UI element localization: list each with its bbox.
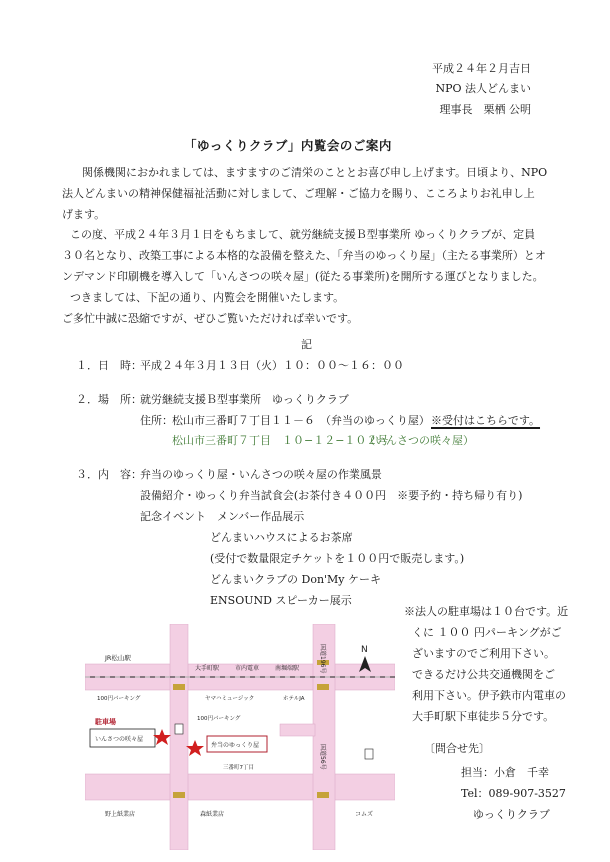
bottom-shop-mid: 森紙業店 [200,811,225,818]
insatsu-star-icon [153,729,171,745]
paragraph-1-line-3: げます。 [62,208,106,221]
content-label: ３．内 容： [76,468,142,481]
chairman-name: 理事長 栗栖 公明 [439,103,531,116]
lower-avenue [85,774,395,800]
paragraph-2-line-3: ンデマンド印刷機を導入して「いんさつの咲々屋」(従たる事業所)を開所する運びとなりました。 [62,270,544,283]
paragraph-2-line-1: この度、平成２４年３月１日をもちまして、就労継続支援Ｂ型事業所 ゆっくりクラブが、定員 [70,228,536,241]
bottom-shop-left: 野上紙業店 [105,811,136,818]
tram-label: 市内電車 [235,665,260,672]
music-shop-label: ヤマハミュージック [205,696,255,702]
address-1: 松山市三番町７丁目１１－６ [172,414,315,427]
hotel-label: ホテルJA [283,696,305,702]
parking-note-line-6: 大手町駅下車徒歩５分です。 [412,710,555,723]
document-date: 平成２４年２月吉日 [432,62,531,75]
content-line-6: どんまいクラブの Don'My ケーキ [210,573,382,586]
address-2-note: （いんさつの咲々屋） [364,434,474,447]
parking-note-line-3: ざいますのでご利用下さい。 [412,647,555,660]
paragraph-1-line-2: 法人どんまいの精神保健福祉活動に対しまして、ご理解・ご協力を賜り、こころよりお礼申し上 [62,187,535,200]
content-line-1: 弁当のゆっくり屋・いんさつの咲々屋の作業風景 [140,468,382,481]
road-196-label: 国道196号 [319,644,326,674]
yukkuri-building-label: 弁当のゆっくり屋 [211,742,259,749]
jr-station-label: JR松山駅 [105,654,131,662]
content-line-5: (受付で数量限定チケットを１００円で販売します。) [210,552,465,565]
page-title: 「ゆっくりクラブ」内覧会のご案内 [184,138,392,153]
access-map [85,624,395,850]
bottom-shop-right: コムズ [355,811,374,818]
insatsu-building-label: いんさつの咲々屋 [95,736,144,743]
organization-name: NPO 法人どんまい [435,82,531,95]
north-label: N [361,645,368,655]
address-2: 松山市三番町７丁目 １０−１２−１０２号 [172,434,389,447]
place-name: 就労継続支援Ｂ型事業所 ゆっくりクラブ [140,393,349,406]
contact-club: ゆっくりクラブ [473,808,550,821]
address-label: 住所： [140,414,173,427]
address-1-note: （弁当のゆっくり屋） [320,414,430,427]
road-56-label: 国道56号 [319,744,326,770]
parking-note-line-4: できるだけ公共交通機関をご [412,668,555,681]
parking-note-line-5: 利用下さい。伊予鉄市内電車の [412,689,566,702]
content-line-3: 記念イベント メンバー作品展示 [140,510,305,523]
signal-icon [173,792,185,798]
paragraph-2-line-2: ３０名となり、改築工事による本格的な設備を整えた、「弁当のゆっくり屋」（主たる事業所）とオ [62,249,546,262]
one-way-sign-icon [175,724,183,734]
parking-note-line-1: ※法人の駐車場は１０台です。近 [404,605,569,618]
paragraph-3-line-1: つきましては、下記の通り、内覧会を開催いたします。 [70,291,345,304]
station-left-label: 大手町駅 [195,665,220,672]
parking-100-label-1: 100円パーキング [97,696,141,702]
content-line-7: ENSOUND スピーカー展示 [210,594,352,607]
north-arrow-icon [359,645,371,672]
left-cross-street [170,624,188,850]
paragraph-3-line-2: ご多忙中誠に恐縮ですが、ぜひご覧いただければ幸いです。 [62,312,359,325]
station-right-label: 南堀端駅 [275,665,300,672]
place-label: ２．場 所： [76,393,142,406]
parking-100-label-2: 100円パーキング [197,716,241,722]
signal-icon [317,792,329,798]
reception-note: ※受付はこちらです。 [431,414,541,427]
contact-phone: Tel：089-907-3527 [461,787,566,800]
contact-heading: 〔問合せ先〕 [424,742,490,755]
date-value: 平成２４年３月１３日（火）１０：００～１６：００ [140,359,404,372]
ki-heading: 記 [301,338,312,351]
signal-icon [173,684,185,690]
paragraph-1-line-1: 関係機関におかれましては、ますますのご清栄のこととお喜び申し上げます。日頃より、NPO [82,166,548,179]
contact-person: 担当：小倉 千幸 [461,766,549,779]
parking-lot-label: 駐車場 [95,718,116,726]
date-label: １．日 時： [76,359,142,372]
landmark-icon [365,749,373,759]
content-line-2: 設備紹介・ゆっくり弁当試食会(お茶付き４００円 ※要予約・持ち帰り有り) [140,489,523,502]
signal-icon [317,684,329,690]
content-line-4: どんまいハウスによるお茶席 [210,531,353,544]
street-label: 三番町7丁目 [223,765,254,771]
parking-note-line-2: くに １００ 円パーキングがご [412,626,562,639]
side-street [280,724,315,736]
yukkuri-star-icon [186,740,204,756]
